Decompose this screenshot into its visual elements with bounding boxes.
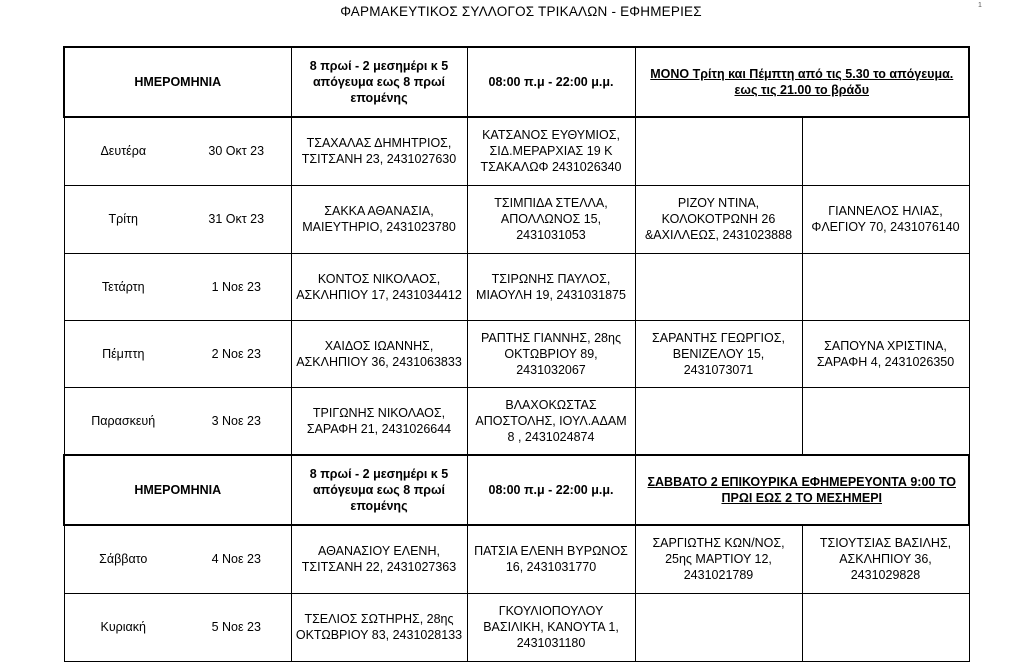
header-note: ΜΟΝΟ Τρίτη και Πέμπτη από τις 5.30 το απόγευμα. εως τις 21.00 το βράδυ <box>635 47 969 117</box>
table-header-weekend <box>64 455 969 525</box>
header-shift-b: 08:00 π.μ - 22:00 μ.μ. <box>467 455 635 525</box>
header-shift-a: 8 πρωί - 2 μεσημέρι κ 5 απόγευμα εως 8 πρωί επομένης <box>291 455 467 525</box>
table-row <box>64 320 969 387</box>
table-row <box>64 117 969 185</box>
pharmacy-shift-b: ΠΑΤΣΙΑ ΕΛΕΝΗ ΒΥΡΩΝΟΣ 16, 2431031770 <box>467 525 635 593</box>
pharmacy-extra-1 <box>635 593 802 661</box>
pharmacy-evening-2 <box>802 253 969 320</box>
row-day: Παρασκευή <box>64 387 182 455</box>
pharmacy-shift-a: ΑΘΑΝΑΣΙΟΥ ΕΛΕΝΗ, ΤΣΙΤΣΑΝΗ 22, 2431027363 <box>291 525 467 593</box>
row-day: Δευτέρα <box>64 117 182 185</box>
row-day: Πέμπτη <box>64 320 182 387</box>
pharmacy-evening-2: ΓΙΑΝΝΕΛΟΣ ΗΛΙΑΣ, ΦΛΕΓΙΟΥ 70, 2431076140 <box>802 185 969 253</box>
pharmacy-shift-b: ΒΛΑΧΟΚΩΣΤΑΣ ΑΠΟΣΤΟΛΗΣ, ΙΟΥΛ.ΑΔΑΜ 8 , 2431024874 <box>467 387 635 455</box>
table-row <box>64 387 969 455</box>
pharmacy-evening-2: ΣΑΠΟΥΝΑ ΧΡΙΣΤΙΝΑ, ΣΑΡΑΦΗ 4, 2431026350 <box>802 320 969 387</box>
row-date: 30 Οκτ 23 <box>182 117 291 185</box>
row-day: Κυριακή <box>64 593 182 661</box>
row-date: 5 Νοε 23 <box>182 593 291 661</box>
header-date: ΗΜΕΡΟΜΗΝΙΑ <box>64 47 291 117</box>
pharmacy-evening-2 <box>802 117 969 185</box>
pharmacy-shift-a: ΧΑΙΔΟΣ ΙΩΑΝΝΗΣ, ΑΣΚΛΗΠΙΟΥ 36, 2431063833 <box>291 320 467 387</box>
pharmacy-evening-2 <box>802 387 969 455</box>
pharmacy-evening-1: ΡΙΖΟΥ ΝΤΙΝΑ, ΚΟΛΟΚΟΤΡΩΝΗ 26 &ΑΧΙΛΛΕΩΣ, 2431023888 <box>635 185 802 253</box>
table-row <box>64 253 969 320</box>
page-title: ΦΑΡΜΑΚΕΥΤΙΚΟΣ ΣΥΛΛΟΓΟΣ ΤΡΙΚΑΛΩΝ - ΕΦΗΜΕΡΙΕΣ <box>340 4 702 19</box>
pharmacy-evening-1 <box>635 387 802 455</box>
row-date: 3 Νοε 23 <box>182 387 291 455</box>
pharmacy-extra-1: ΣΑΡΓΙΩΤΗΣ ΚΩΝ/ΝΟΣ, 25ης ΜΑΡΤΙΟΥ 12, 2431021789 <box>635 525 802 593</box>
row-day: Τετάρτη <box>64 253 182 320</box>
pharmacy-shift-b: ΓΚΟΥΛΙΟΠΟΥΛΟΥ ΒΑΣΙΛΙΚΗ, ΚΑΝΟΥΤΑ 1, 2431031180 <box>467 593 635 661</box>
pharmacy-extra-2 <box>802 593 969 661</box>
pharmacy-evening-1 <box>635 117 802 185</box>
pharmacy-shift-b: ΡΑΠΤΗΣ ΓΙΑΝΝΗΣ, 28ης ΟΚΤΩΒΡΙΟΥ 89, 2431032067 <box>467 320 635 387</box>
table-row <box>64 593 969 661</box>
header-note: ΣΑΒΒΑΤΟ 2 ΕΠΙΚΟΥΡΙΚΑ ΕΦΗΜΕΡΕΥΟΝΤΑ 9:00 ΤΟ ΠΡΩΙ ΕΩΣ 2 ΤΟ ΜΕΣΗΜΕΡΙ <box>635 455 969 525</box>
pharmacy-shift-a: ΣΑΚΚΑ ΑΘΑΝΑΣΙΑ, ΜΑΙΕΥΤΗΡΙΟ, 2431023780 <box>291 185 467 253</box>
duty-schedule-table <box>63 46 970 662</box>
page-number: 1 <box>978 2 982 9</box>
table-row <box>64 185 969 253</box>
pharmacy-evening-1: ΣΑΡΑΝΤΗΣ ΓΕΩΡΓΙΟΣ, ΒΕΝΙΖΕΛΟΥ 15, 2431073071 <box>635 320 802 387</box>
row-day: Τρίτη <box>64 185 182 253</box>
pharmacy-shift-a: ΚΟΝΤΟΣ ΝΙΚΟΛΑΟΣ, ΑΣΚΛΗΠΙΟΥ 17, 2431034412 <box>291 253 467 320</box>
header-shift-b: 08:00 π.μ - 22:00 μ.μ. <box>467 47 635 117</box>
row-date: 1 Νοε 23 <box>182 253 291 320</box>
table-header-weekdays <box>64 47 969 117</box>
pharmacy-shift-a: ΤΡΙΓΩΝΗΣ ΝΙΚΟΛΑΟΣ, ΣΑΡΑΦΗ 21, 2431026644 <box>291 387 467 455</box>
pharmacy-extra-2: ΤΣΙΟΥΤΣΙΑΣ ΒΑΣΙΛΗΣ, ΑΣΚΛΗΠΙΟΥ 36, 2431029828 <box>802 525 969 593</box>
row-day: Σάββατο <box>64 525 182 593</box>
pharmacy-shift-b: ΤΣΙΜΠΙΔΑ ΣΤΕΛΛΑ, ΑΠΟΛΛΩΝΟΣ 15, 2431031053 <box>467 185 635 253</box>
row-date: 31 Οκτ 23 <box>182 185 291 253</box>
pharmacy-shift-a: ΤΣΕΛΙΟΣ ΣΩΤΗΡΗΣ, 28ης ΟΚΤΩΒΡΙΟΥ 83, 2431028133 <box>291 593 467 661</box>
row-date: 2 Νοε 23 <box>182 320 291 387</box>
table-row <box>64 525 969 593</box>
pharmacy-shift-a: ΤΣΑΧΑΛΑΣ ΔΗΜΗΤΡΙΟΣ, ΤΣΙΤΣΑΝΗ 23, 2431027630 <box>291 117 467 185</box>
header-shift-a: 8 πρωί - 2 μεσημέρι κ 5 απόγευμα εως 8 πρωί επομένης <box>291 47 467 117</box>
pharmacy-evening-1 <box>635 253 802 320</box>
pharmacy-shift-b: ΚΑΤΣΑΝΟΣ ΕΥΘΥΜΙΟΣ, ΣΙΔ.ΜΕΡΑΡΧΙΑΣ 19 Κ ΤΣΑΚΑΛΩΦ 2431026340 <box>467 117 635 185</box>
header-date: ΗΜΕΡΟΜΗΝΙΑ <box>64 455 291 525</box>
pharmacy-shift-b: ΤΣΙΡΩΝΗΣ ΠΑΥΛΟΣ, ΜΙΑΟΥΛΗ 19, 2431031875 <box>467 253 635 320</box>
row-date: 4 Νοε 23 <box>182 525 291 593</box>
